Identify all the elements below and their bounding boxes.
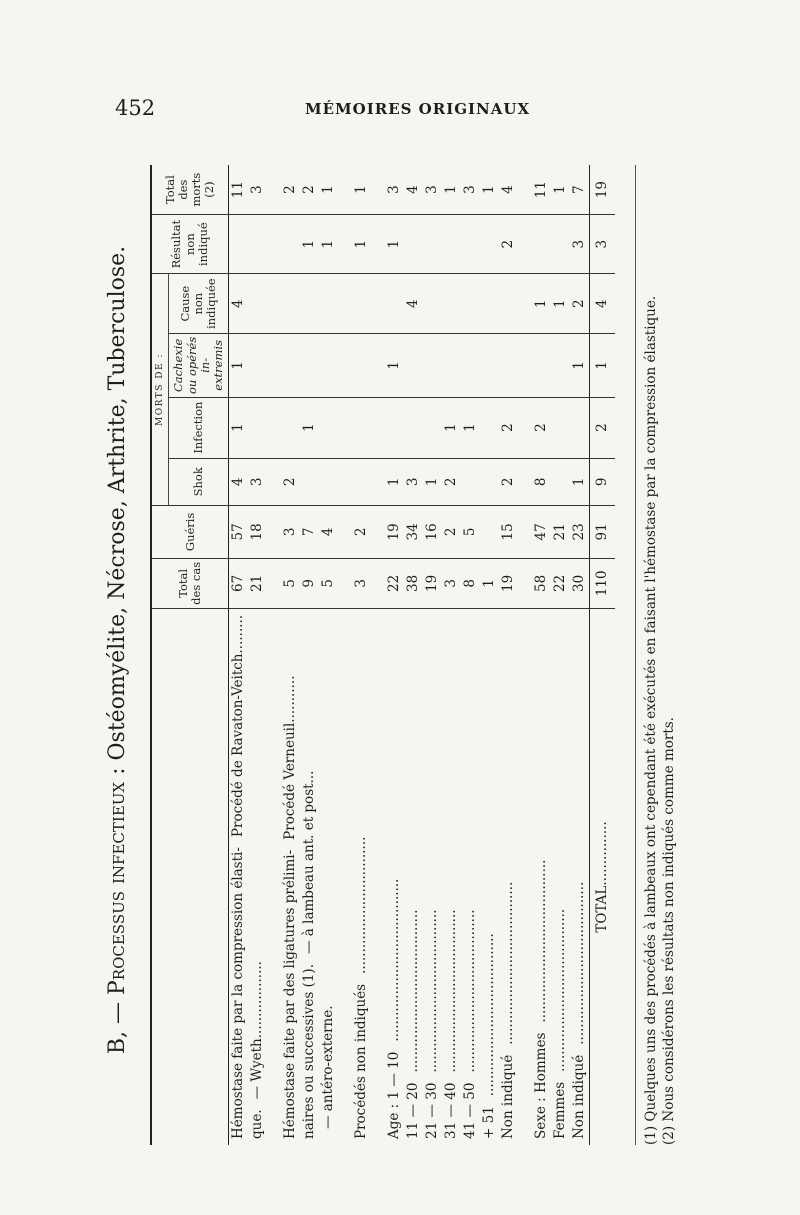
row-label-main: Hémostase faite par des ligatures prélimi- <box>282 849 299 1139</box>
cell-gueris: 19 <box>385 505 404 558</box>
table-row <box>248 165 267 1145</box>
row-label-detail: — à lambeau ant. et post... <box>301 770 318 954</box>
cell-total-morts: 7 <box>570 165 590 215</box>
total-total-morts: 19 <box>590 165 616 215</box>
table-row <box>319 165 338 1145</box>
header-cachexie: Cachexie ou opérés in-extremis <box>169 334 229 397</box>
row-label-main: 21 — 30 <box>424 1082 441 1139</box>
row-label-main: Non indiqué <box>500 1054 517 1139</box>
cell-shok <box>300 458 319 505</box>
cell-cause: 4 <box>404 274 423 334</box>
spacer-label <box>518 608 532 1145</box>
row-label-detail: ...................................... <box>386 878 403 1042</box>
cell-cachexie <box>423 334 442 397</box>
data-table <box>150 165 615 1145</box>
cell-gueris: 47 <box>532 505 551 558</box>
title-caps: Processus infectieux <box>105 781 130 996</box>
cell-cause: 2 <box>570 274 590 334</box>
spacer-cell <box>267 558 281 608</box>
row-label <box>352 608 371 1145</box>
header-total: Total des cas <box>151 558 229 608</box>
cell-shok: 2 <box>442 458 461 505</box>
row-spacer <box>371 165 385 1145</box>
row-label <box>532 608 551 1145</box>
header-morts-de: MORTS DE : <box>151 274 169 506</box>
spacer-cell <box>267 397 281 458</box>
total-infection: 2 <box>590 397 616 458</box>
cell-gueris: 18 <box>248 505 267 558</box>
row-label <box>551 608 570 1145</box>
row-spacer <box>338 165 352 1145</box>
cell-infection: 1 <box>442 397 461 458</box>
cell-cachexie: 1 <box>229 334 249 397</box>
header-cause: Cause non indiquée <box>169 274 229 334</box>
cell-shok: 1 <box>385 458 404 505</box>
spacer-cell <box>371 165 385 215</box>
cell-cachexie: 1 <box>385 334 404 397</box>
cell-shok: 1 <box>570 458 590 505</box>
cell-infection: 1 <box>461 397 480 458</box>
row-label <box>480 608 499 1145</box>
table-row <box>281 165 300 1145</box>
row-label-detail: ...................................... <box>500 881 517 1045</box>
cell-cachexie <box>352 334 371 397</box>
cell-total: 3 <box>352 558 371 608</box>
cell-total-morts: 11 <box>229 165 249 215</box>
cell-total-morts: 11 <box>532 165 551 215</box>
table-header <box>151 165 229 1145</box>
cell-cachexie <box>532 334 551 397</box>
row-label-main: 11 — 20 <box>405 1082 422 1139</box>
spacer-cell <box>267 505 281 558</box>
spacer-cell <box>371 274 385 334</box>
row-label-detail: ...................................... <box>462 909 479 1073</box>
spacer-cell <box>338 505 352 558</box>
cell-resultat: 1 <box>352 215 371 274</box>
cell-resultat: 1 <box>319 215 338 274</box>
cell-total-morts: 3 <box>248 165 267 215</box>
cell-gueris: 3 <box>281 505 300 558</box>
spacer-cell <box>267 274 281 334</box>
row-label-detail: ...................................... <box>443 909 460 1073</box>
spacer-cell <box>518 397 532 458</box>
cell-resultat <box>229 215 249 274</box>
cell-cause <box>499 274 518 334</box>
table-row <box>551 165 570 1145</box>
table-row <box>480 165 499 1145</box>
row-label <box>300 608 319 1145</box>
cell-cause <box>385 274 404 334</box>
total-resultat: 3 <box>590 215 616 274</box>
spacer-cell <box>518 558 532 608</box>
cell-infection <box>385 397 404 458</box>
cell-cause <box>352 274 371 334</box>
cell-total-morts: 1 <box>551 165 570 215</box>
cell-gueris: 57 <box>229 505 249 558</box>
cell-total-morts: 2 <box>300 165 319 215</box>
cell-total: 5 <box>281 558 300 608</box>
row-label-main: naires ou successives (1). <box>301 964 318 1139</box>
spacer-cell <box>267 334 281 397</box>
cell-resultat <box>423 215 442 274</box>
cell-cachexie <box>480 334 499 397</box>
cell-cause: 1 <box>532 274 551 334</box>
cell-resultat: 3 <box>570 215 590 274</box>
cell-total: 8 <box>461 558 480 608</box>
table-row <box>229 165 249 1145</box>
cell-infection <box>480 397 499 458</box>
spacer-cell <box>267 165 281 215</box>
cell-infection <box>248 397 267 458</box>
row-label-detail: — Wyeth.................. <box>249 961 266 1100</box>
cell-infection: 1 <box>229 397 249 458</box>
cell-cause <box>423 274 442 334</box>
cell-cachexie <box>551 334 570 397</box>
cell-infection: 2 <box>499 397 518 458</box>
row-label-main: Sexe : Hommes <box>533 1032 550 1139</box>
cell-shok: 2 <box>499 458 518 505</box>
table-row <box>442 165 461 1145</box>
row-label-detail: ...................................... <box>405 909 422 1073</box>
cell-cachexie <box>248 334 267 397</box>
cell-cause <box>300 274 319 334</box>
cell-infection: 2 <box>532 397 551 458</box>
title-prefix: B, — <box>105 995 130 1055</box>
header-label <box>151 608 229 1145</box>
spacer-cell <box>371 334 385 397</box>
cell-total-morts: 4 <box>404 165 423 215</box>
row-label-detail: Procédé Verneuil........... <box>282 675 299 840</box>
row-spacer <box>518 165 532 1145</box>
table-row <box>499 165 518 1145</box>
cell-total: 58 <box>532 558 551 608</box>
cell-shok: 3 <box>248 458 267 505</box>
footnote-2: (2) Nous considérons les résultats non indiqués comme morts. <box>661 717 677 1145</box>
spacer-cell <box>518 334 532 397</box>
spacer-cell <box>371 558 385 608</box>
header-gueris: Guéris <box>151 505 229 558</box>
row-label-main: 41 — 50 <box>462 1082 479 1139</box>
cell-infection: 1 <box>300 397 319 458</box>
cell-infection <box>423 397 442 458</box>
spacer-cell <box>338 458 352 505</box>
table-body <box>229 165 616 1145</box>
cell-shok: 4 <box>229 458 249 505</box>
cell-total: 9 <box>300 558 319 608</box>
row-label-detail: ................................ <box>353 836 370 974</box>
cell-shok <box>480 458 499 505</box>
spacer-cell <box>518 505 532 558</box>
row-label <box>281 608 300 1145</box>
spacer-cell <box>371 397 385 458</box>
cell-resultat <box>281 215 300 274</box>
cell-cachexie <box>442 334 461 397</box>
spacer-label <box>267 608 281 1145</box>
table-row <box>570 165 590 1145</box>
cell-cachexie <box>300 334 319 397</box>
cell-total: 19 <box>423 558 442 608</box>
spacer-cell <box>267 215 281 274</box>
table-row <box>385 165 404 1145</box>
row-label-main: Procédés non indiqués <box>353 983 370 1139</box>
cell-cause <box>442 274 461 334</box>
spacer-cell <box>518 215 532 274</box>
cell-total: 38 <box>404 558 423 608</box>
cell-gueris: 4 <box>319 505 338 558</box>
cell-infection <box>551 397 570 458</box>
total-total: 110 <box>590 558 616 608</box>
cell-gueris: 21 <box>551 505 570 558</box>
table-row <box>461 165 480 1145</box>
cell-total-morts: 1 <box>442 165 461 215</box>
cell-infection <box>281 397 300 458</box>
row-label-detail: ...................................... <box>552 908 569 1072</box>
page-number: 452 <box>115 96 156 120</box>
spacer-cell <box>338 165 352 215</box>
row-label <box>499 608 518 1145</box>
cell-shok: 8 <box>532 458 551 505</box>
row-label-main: que. <box>249 1109 266 1139</box>
cell-total-morts: 4 <box>499 165 518 215</box>
row-label-detail: ...................................... <box>481 933 498 1097</box>
table-title <box>105 135 130 1165</box>
cell-total: 19 <box>499 558 518 608</box>
cell-infection <box>319 397 338 458</box>
row-label <box>442 608 461 1145</box>
cell-shok: 1 <box>423 458 442 505</box>
cell-shok <box>352 458 371 505</box>
cell-shok: 2 <box>281 458 300 505</box>
row-label-main: Femmes <box>552 1081 569 1139</box>
cell-total-morts: 3 <box>385 165 404 215</box>
cell-shok <box>319 458 338 505</box>
cell-total: 22 <box>385 558 404 608</box>
cell-total-morts: 1 <box>480 165 499 215</box>
cell-total-morts: 1 <box>319 165 338 215</box>
row-label-main: Non indiqué <box>571 1054 588 1139</box>
cell-resultat: 1 <box>385 215 404 274</box>
row-spacer <box>267 165 281 1145</box>
table-row <box>352 165 371 1145</box>
cell-resultat <box>551 215 570 274</box>
spacer-cell <box>338 558 352 608</box>
total-label: TOTAL............... <box>590 608 616 1145</box>
row-label <box>319 608 338 1145</box>
row-label-main: + 51 <box>481 1106 498 1139</box>
footnote-1: (1) Quelques uns des procédés à lambeaux ont cependant été exécutés en faisant l'hémostase par la compression élastique. <box>643 295 659 1145</box>
cell-gueris: 34 <box>404 505 423 558</box>
cell-gueris: 5 <box>461 505 480 558</box>
cell-cause <box>461 274 480 334</box>
cell-cachexie <box>404 334 423 397</box>
spacer-cell <box>371 505 385 558</box>
cell-total-morts: 2 <box>281 165 300 215</box>
cell-cause <box>248 274 267 334</box>
header-total-morts: Total des morts (2) <box>151 165 229 215</box>
cell-gueris: 2 <box>352 505 371 558</box>
spacer-cell <box>518 458 532 505</box>
cell-total: 21 <box>248 558 267 608</box>
cell-shok <box>551 458 570 505</box>
row-label-detail: ...................................... <box>571 881 588 1045</box>
cell-gueris: 16 <box>423 505 442 558</box>
row-label-detail: — antéro-externe. <box>320 1005 337 1129</box>
spacer-cell <box>338 397 352 458</box>
cell-resultat <box>248 215 267 274</box>
cell-total: 22 <box>551 558 570 608</box>
row-label <box>570 608 590 1145</box>
cell-resultat <box>442 215 461 274</box>
total-cause: 4 <box>590 274 616 334</box>
cell-total: 1 <box>480 558 499 608</box>
cell-cachexie: 1 <box>570 334 590 397</box>
spacer-cell <box>518 165 532 215</box>
cell-cause: 4 <box>229 274 249 334</box>
spacer-label <box>338 608 352 1145</box>
cell-total: 5 <box>319 558 338 608</box>
header-shok: Shok <box>169 458 229 505</box>
cell-infection <box>570 397 590 458</box>
cell-gueris <box>480 505 499 558</box>
cell-infection <box>352 397 371 458</box>
cell-gueris: 2 <box>442 505 461 558</box>
table-row <box>532 165 551 1145</box>
cell-total: 67 <box>229 558 249 608</box>
cell-gueris: 15 <box>499 505 518 558</box>
row-label-detail: ...................................... <box>424 909 441 1073</box>
row-label-detail: Procédé de Ravaton-Veitch......... <box>230 614 247 838</box>
cell-resultat <box>532 215 551 274</box>
cell-resultat: 1 <box>300 215 319 274</box>
header-resultat: Résultat non indiqué <box>151 215 229 274</box>
row-label <box>229 608 249 1145</box>
cell-resultat <box>404 215 423 274</box>
table-row <box>423 165 442 1145</box>
row-label-main: Hémostase faite par la compression élasti- <box>230 847 247 1139</box>
row-label <box>404 608 423 1145</box>
cell-cause <box>281 274 300 334</box>
table-row <box>300 165 319 1145</box>
row-label <box>385 608 404 1145</box>
cell-gueris: 23 <box>570 505 590 558</box>
row-label-main: 31 — 40 <box>443 1082 460 1139</box>
spacer-cell <box>338 274 352 334</box>
total-gueris: 91 <box>590 505 616 558</box>
running-head: MÉMOIRES ORIGINAUX <box>305 100 531 118</box>
total-cachexie: 1 <box>590 334 616 397</box>
spacer-cell <box>371 215 385 274</box>
spacer-cell <box>338 334 352 397</box>
row-label <box>461 608 480 1145</box>
cell-total-morts: 1 <box>352 165 371 215</box>
cell-cachexie <box>499 334 518 397</box>
cell-gueris: 7 <box>300 505 319 558</box>
cell-total-morts: 3 <box>461 165 480 215</box>
spacer-cell <box>371 458 385 505</box>
table-row <box>404 165 423 1145</box>
cell-resultat <box>480 215 499 274</box>
cell-total: 3 <box>442 558 461 608</box>
cell-total: 30 <box>570 558 590 608</box>
total-shok: 9 <box>590 458 616 505</box>
spacer-cell <box>267 458 281 505</box>
row-label <box>423 608 442 1145</box>
cell-cause <box>480 274 499 334</box>
cell-cachexie <box>461 334 480 397</box>
cell-infection <box>404 397 423 458</box>
rotated-table-block <box>105 135 695 1165</box>
spacer-cell <box>338 215 352 274</box>
cell-cachexie <box>319 334 338 397</box>
title-rest: : Ostéomyélite, Nécrose, Arthrite, Tuberculose. <box>105 245 130 782</box>
cell-cause <box>319 274 338 334</box>
footnotes <box>635 165 678 1145</box>
cell-resultat <box>461 215 480 274</box>
cell-shok: 3 <box>404 458 423 505</box>
header-infection: Infection <box>169 397 229 458</box>
cell-cause: 1 <box>551 274 570 334</box>
cell-shok <box>461 458 480 505</box>
row-label <box>248 608 267 1145</box>
cell-resultat: 2 <box>499 215 518 274</box>
row-label-main: Age : 1 — 10 <box>386 1051 403 1139</box>
row-label-detail: ...................................... <box>533 859 550 1023</box>
total-row <box>590 165 616 1145</box>
spacer-cell <box>518 274 532 334</box>
cell-total-morts: 3 <box>423 165 442 215</box>
page-header <box>0 96 800 126</box>
cell-cachexie <box>281 334 300 397</box>
spacer-label <box>371 608 385 1145</box>
